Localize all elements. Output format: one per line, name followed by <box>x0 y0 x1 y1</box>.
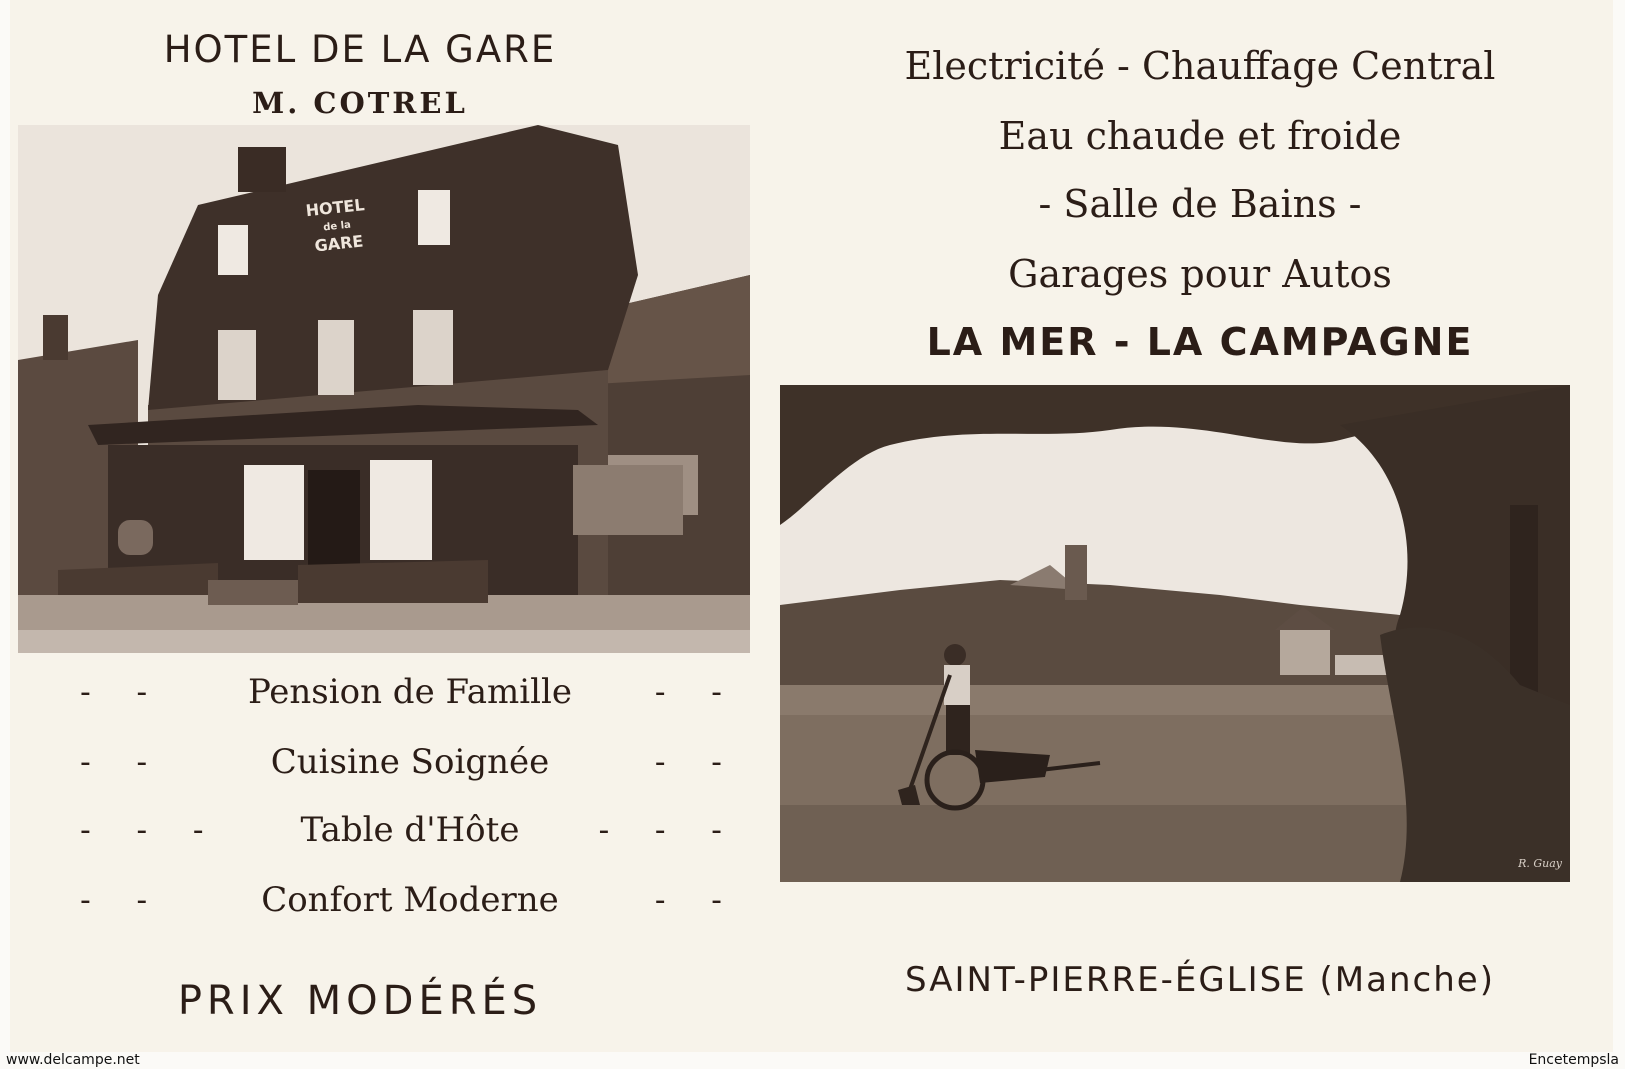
service-line <box>80 672 740 712</box>
amenity-line: Garages pour Autos <box>1008 252 1392 296</box>
owner-name: M. COTREL <box>252 86 468 120</box>
dash-separator-left: - - <box>80 882 166 918</box>
service-text: Confort Moderne <box>261 880 559 920</box>
hotel-sign-line3: GARE <box>313 231 365 256</box>
service-text: Table d'Hôte <box>300 810 520 850</box>
dash-separator-left: - - <box>80 674 166 710</box>
dash-separator-right: - - <box>654 674 740 710</box>
watermark-bar <box>0 1052 1625 1069</box>
hotel-sign-line2: de la <box>322 219 352 234</box>
hotel-sign-line1: HOTEL <box>304 195 366 221</box>
amenity-line: Eau chaude et froide <box>998 114 1402 158</box>
dash-separator-right: - - - <box>598 812 740 848</box>
photographer-mark: R. Guay <box>1518 857 1562 870</box>
postcard <box>10 0 1613 1052</box>
dash-separator-right: - - <box>654 744 740 780</box>
location-caption: SAINT-PIERRE-ÉGLISE (Manche) <box>905 960 1495 1000</box>
dash-separator-left: - - <box>80 744 166 780</box>
service-line <box>80 810 740 850</box>
hotel-photo <box>18 125 750 653</box>
service-text: Cuisine Soignée <box>270 742 550 782</box>
hotel-name: HOTEL DE LA GARE <box>163 28 557 71</box>
countryside-photo <box>780 385 1570 882</box>
watermark-right: Encetempsla <box>1528 1052 1619 1068</box>
watermark-left: www.delcampe.net <box>6 1052 140 1068</box>
service-text: Pension de Famille <box>247 672 573 712</box>
slogan: LA MER - LA CAMPAGNE <box>926 320 1474 364</box>
dash-separator-left: - - - <box>80 812 222 848</box>
service-line <box>80 742 740 782</box>
prices-caption: PRIX MODÉRÉS <box>177 978 543 1024</box>
dash-separator-right: - - <box>654 882 740 918</box>
amenity-line: Electricité - Chauffage Central <box>904 44 1496 88</box>
amenity-line: - Salle de Bains - <box>1038 182 1362 226</box>
service-line <box>80 880 740 920</box>
